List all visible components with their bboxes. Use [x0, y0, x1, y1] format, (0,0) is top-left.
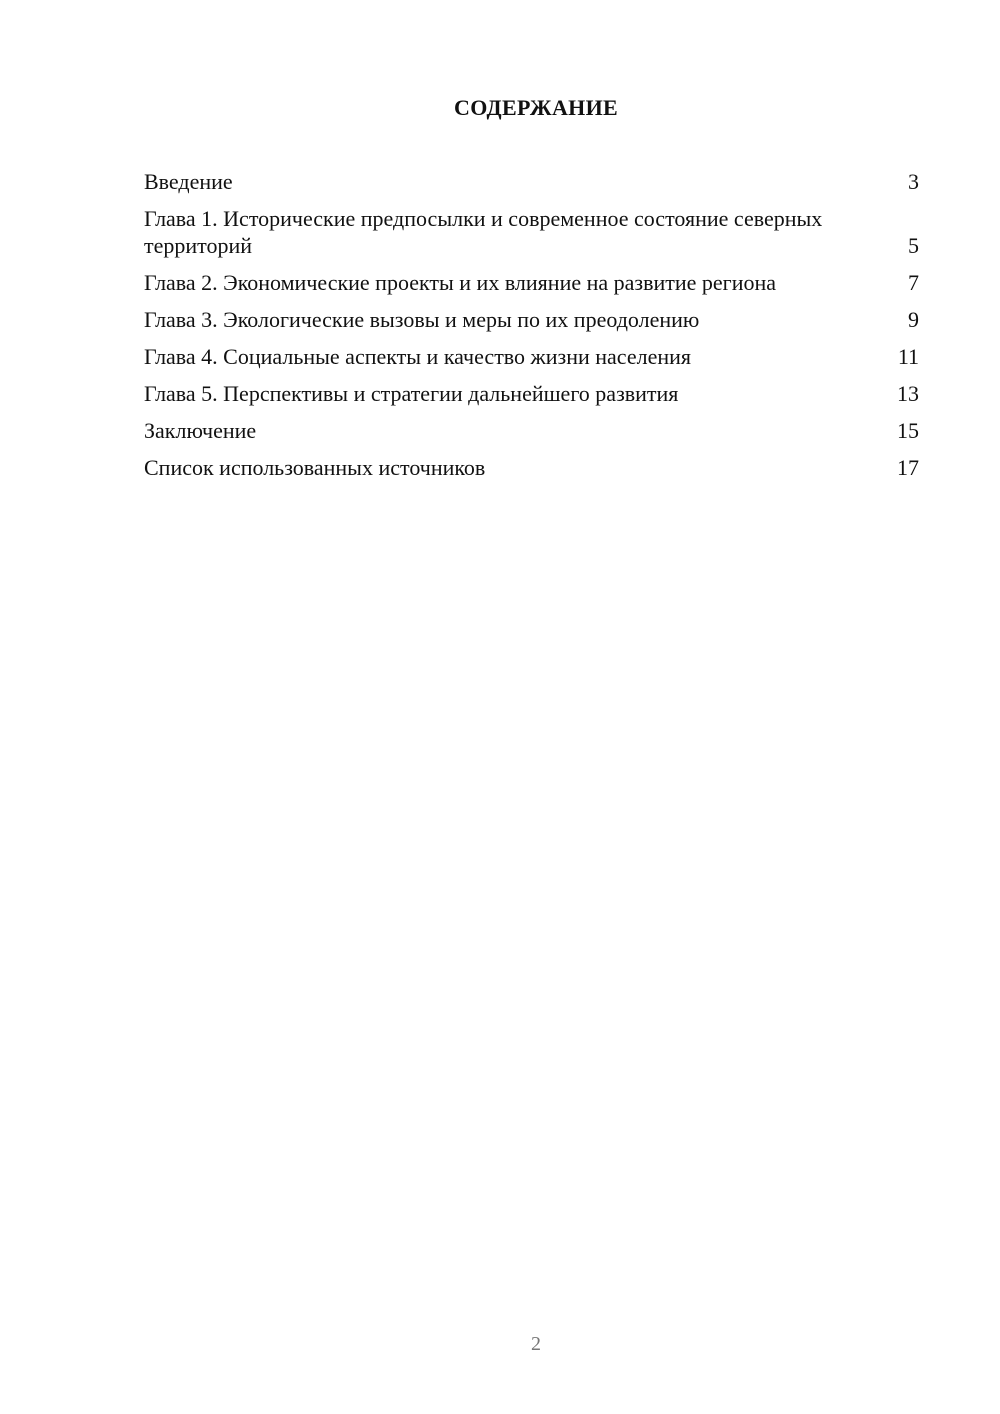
toc-entry-page: 17 [897, 455, 919, 480]
toc-entry-chapter-4[interactable] [144, 343, 919, 380]
toc-entry-page: 3 [908, 169, 919, 194]
toc-entry-page: 9 [908, 307, 919, 332]
toc-entry-page: 5 [908, 233, 919, 258]
toc-entry-chapter-3[interactable] [144, 306, 919, 343]
toc-entry-label: Список использованных источников [144, 455, 486, 480]
toc-entry-label: Глава 4. Социальные аспекты и качество жизни населения [144, 344, 692, 369]
toc-entry-page: 11 [897, 344, 919, 369]
page-title: СОДЕРЖАНИЕ [454, 95, 618, 120]
page-number: 2 [531, 1333, 541, 1355]
toc-entry-label: Глава 1. Исторические предпосылки и современное состояние северных территорий [144, 206, 823, 258]
toc-entry-label: Глава 3. Экологические вызовы и меры по их преодолению [144, 307, 700, 332]
toc-entry-conclusion[interactable] [144, 417, 919, 454]
toc-entry-page: 15 [897, 418, 919, 443]
toc-entry-chapter-1[interactable] [144, 205, 919, 269]
toc-entry-label: Глава 2. Экономические проекты и их влияние на развитие региона [144, 270, 777, 295]
toc-entry-references[interactable] [144, 454, 919, 491]
toc-entry-label: Глава 5. Перспективы и стратегии дальнейшего развития [144, 381, 679, 406]
toc-entry-chapter-2[interactable] [144, 269, 919, 306]
toc-entry-page: 13 [897, 381, 919, 406]
toc-entry-page: 7 [908, 270, 919, 295]
toc-entry-chapter-5[interactable] [144, 380, 919, 417]
toc-entry-introduction[interactable] [144, 168, 919, 205]
toc-entry-label: Введение [144, 169, 233, 194]
table-of-contents [144, 168, 919, 491]
toc-entry-label: Заключение [144, 418, 257, 443]
